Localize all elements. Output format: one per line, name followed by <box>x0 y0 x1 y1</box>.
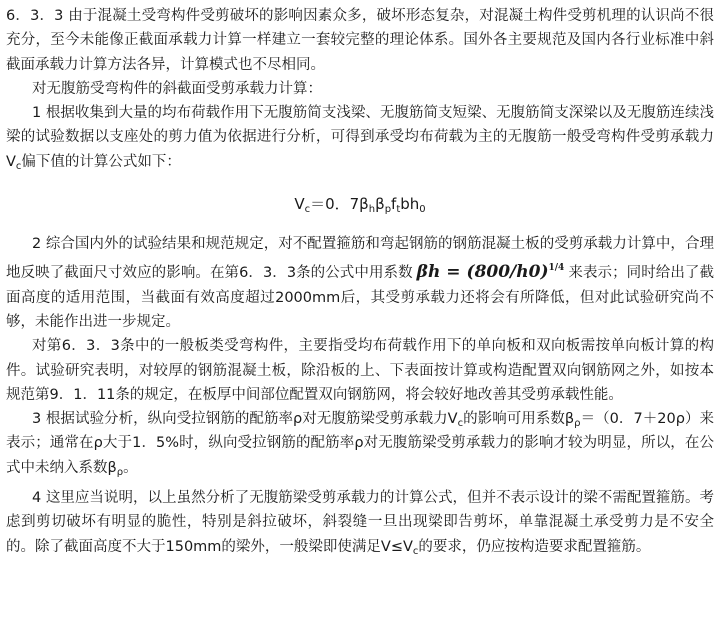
item-3-text-b: 的影响可用系数β <box>463 411 575 428</box>
formula-mid: ＝0．7β <box>310 195 369 214</box>
beta-h-exponent: 1/4 <box>548 263 565 274</box>
item-4-text-b: 的要求，仍应按构造要求配置箍筋。 <box>418 538 651 555</box>
paragraph-slab-members: 对第6．3．3条中的一般板类受弯构件，主要指受均布荷载作用下的单向板和双向板需按单向板计算的构件。试验研究表明，对较厚的钢筋混凝土板，除沿板的上、下表面按计算或构造配置双向钢筋网之外，如按本规范第9．1．11条的规定，在板厚中间部位配置双向钢筋网，将会较好地改善其受剪承载性能。 <box>6 338 714 403</box>
formula-v-sub: c <box>304 204 311 216</box>
item-1-text-a: 1 根据收集到大量的均布荷载作用下无腹筋简支浅梁、无腹筋简支短梁、无腹筋简支深梁以及无腹筋连续浅梁的试验数据以支座处的剪力值为依据进行分析，可得到承受均布荷载为主的无腹筋一般受弯构件受剪承载力V <box>6 105 714 170</box>
item-3-sub-1: c <box>457 418 464 430</box>
paragraph-6-3-3-intro: 6．3．3 由于混凝土受弯构件受剪破坏的影响因素众多，破坏形态复杂，对混凝土构件受剪机理的认识尚不很充分，至今未能像正截面承载力计算一样建立一套较完整的理论体系。国外各主要规范及国内各行业标准中斜截面承载力计算方法各异，计算模式也不尽相同。 <box>6 8 714 73</box>
paragraph-item-2 <box>6 232 714 334</box>
item-4-sub: c <box>412 545 419 557</box>
paragraph-no-web-reinforcement-heading: 对无腹筋受弯构件的斜截面受剪承载力计算： <box>32 80 322 97</box>
formula-zero-sub: 0 <box>419 204 426 216</box>
formula-v: V <box>294 195 305 214</box>
formula-h-sub: h <box>368 204 376 216</box>
formula-tail: bh <box>400 195 420 214</box>
beta-h-expression-body: βh = (800/h0) <box>416 262 549 283</box>
item-3-text-a: 3 根据试验分析，纵向受拉钢筋的配筋率ρ对无腹筋梁受剪承载力V <box>32 411 458 428</box>
formula-p-sub: p <box>384 204 392 216</box>
formula-f: f <box>391 195 397 214</box>
item-2-text-a: 2 综合国内外的试验结果和规范规定，对不配置箍筋和弯起钢筋的钢筋混凝土板的受剪承载力计算中，合理地反映了截面尺寸效应的影响。在第6．3．3条的公式中用系数 <box>6 236 714 282</box>
paragraph-item-4 <box>6 486 714 559</box>
item-1-text-b: 偏下值的计算公式如下： <box>21 153 181 170</box>
item-4-text-a: 4 这里应当说明，以上虽然分析了无腹筋梁受剪承载力的计算公式，但并不表示设计的梁不需配置箍筋。考虑到剪切破坏有明显的脆性，特别是斜拉破坏，斜裂缝一旦出现梁即告剪坏，单靠混凝土承受剪力是不安全的。除了截面高度不大于150mm的梁外，一般梁即使满足V≤V <box>6 490 714 555</box>
item-3-text-d: 。 <box>123 459 138 476</box>
beta-h-expression <box>417 262 565 282</box>
item-2-text-b: 来表示；同时给出了截面高度的适用范围，当截面有效高度超过2000mm后，其受剪承载力还将会有所降低，但对此试验研究尚不够，未能作出进一步规定。 <box>6 265 714 330</box>
paragraph-item-3 <box>6 407 714 480</box>
formula-t-sub: t <box>396 204 401 216</box>
item-3-text-c: ＝（0．7＋20ρ）来表示；通常在ρ大于1．5%时，纵向受拉钢筋的配筋率ρ对无腹筋梁受剪承载力的影响才较为明显，所以，在公式中未纳入系数β <box>6 411 714 476</box>
paragraph-item-1 <box>6 101 714 174</box>
item-3-sub-2: ρ <box>574 418 581 430</box>
shear-capacity-formula <box>6 192 714 216</box>
formula-beta2: β <box>375 195 385 214</box>
vc-subscript: c <box>15 160 22 172</box>
item-3-sub-3: ρ <box>116 466 124 478</box>
